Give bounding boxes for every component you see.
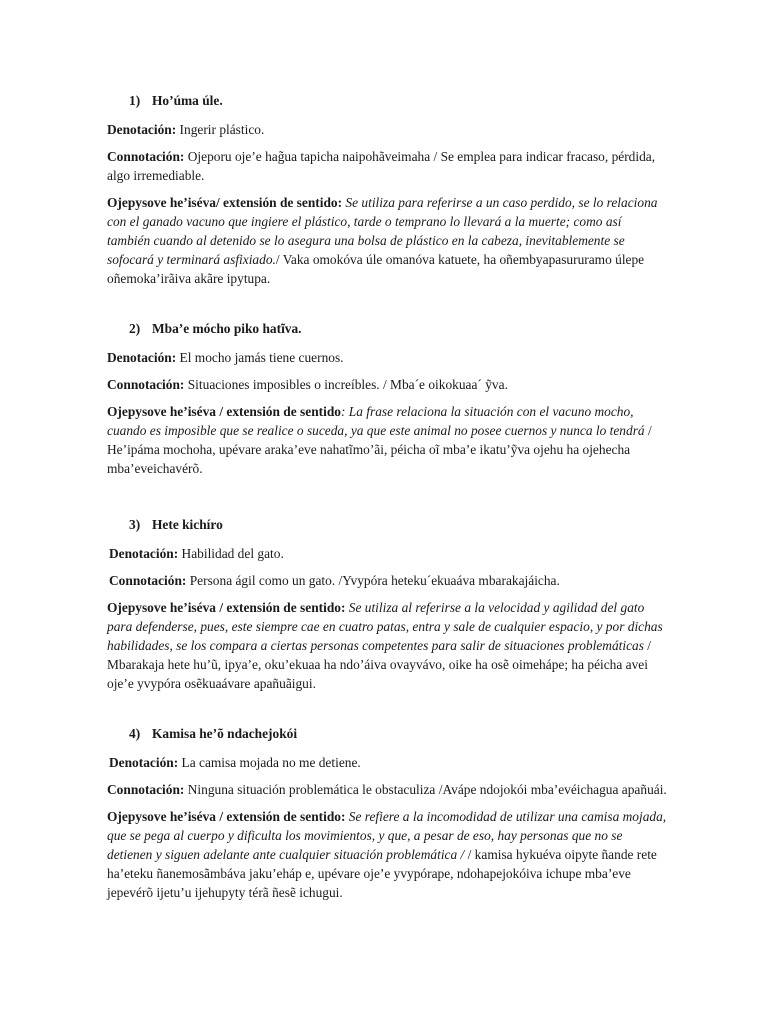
extension-plain-text: / Vaka omokóva úle omanóva katuete, ha oñembyapasururamo úlepe oñemoka’irãiva akãre ipytupa. xyxy=(107,252,645,286)
denotation-text: Habilidad del gato. xyxy=(178,546,284,561)
entry-number: 2) xyxy=(129,321,141,336)
entry-2 xyxy=(107,319,667,486)
connotation-paragraph xyxy=(107,571,667,590)
extension-italic-text: Se utiliza para referirse a un caso perdido, se lo relaciona con el ganado vacuno que ingiere el plástico, tarde o temprano lo llevará a la muerte; como así también cuando al detenido se lo asegura una bolsa de plástico en la cabeza, inevitablemente se sofocará y terminará asfixiado. xyxy=(107,195,658,267)
denotation-text: Ingerir plástico. xyxy=(176,122,265,137)
entry-3 xyxy=(107,515,667,701)
connotation-paragraph xyxy=(107,375,667,394)
connotation-text: Persona ágil como un gato. /Yvypóra heteku´ekuaáva mbarakajáicha. xyxy=(186,573,560,588)
entry-1 xyxy=(107,91,667,296)
extension-italic-text: : La frase relaciona la situación con el vacuno mocho, cuando es imposible que se realice o suceda, ya que este animal no posee cuernos y nunca lo tendrá xyxy=(107,404,645,438)
denotation-label: Denotación: xyxy=(109,755,179,770)
extension-paragraph xyxy=(107,807,667,902)
connotation-paragraph xyxy=(107,147,667,185)
connotation-label: Connotación: xyxy=(107,782,185,797)
entry-title: Ho’úma úle. xyxy=(152,93,223,108)
extension-label: Ojepysove he’iséva/ extensión de sentido: xyxy=(107,195,343,210)
connotation-label: Connotación: xyxy=(107,377,185,392)
denotation-paragraph xyxy=(107,753,667,772)
connotation-label: Connotación: xyxy=(109,573,187,588)
denotation-label: Denotación: xyxy=(107,350,177,365)
denotation-paragraph xyxy=(107,544,667,563)
entry-title: Kamisa he’õ ndachejokói xyxy=(152,726,298,741)
connotation-label: Connotación: xyxy=(107,149,185,164)
extension-paragraph xyxy=(107,193,667,288)
connotation-paragraph xyxy=(107,780,667,799)
denotation-text: La camisa mojada no me detiene. xyxy=(178,755,361,770)
connotation-text: Ninguna situación problemática le obstaculiza /Avápe ndojokói mba’evéichagua apañuái. xyxy=(184,782,667,797)
extension-italic-text: Se utiliza al referirse a la velocidad y agilidad del gato para defenderse, pues, este siempre cae en cuatro patas, entra y sale de cualquier espacio, y por dichas habilidades, se los compara a ciertas personas competentes para salir de situaciones problemáticas xyxy=(107,600,663,653)
extension-plain-text: / kamisa hykuéva oipyte ñande rete ha’eteku ñanemosãmbáva jaku’eháp e, upévare oje’e yvypórape, ndohapejokóiva ichupe mba’eve jepevérõ ijetu’u ijehupyty térã ñesẽ ichugui. xyxy=(107,847,657,900)
extension-italic-text: Se refiere a la incomodidad de utilizar una camisa mojada, que se pega al cuerpo y dificulta los movimientos, y que, a pesar de eso, hay personas que no se detienen y siguen adelante ante cualquier situación problemática / xyxy=(107,809,667,862)
entry-heading xyxy=(129,724,667,743)
denotation-paragraph xyxy=(107,348,667,367)
entry-title: Mba’e mócho piko hatĩva. xyxy=(152,321,302,336)
entry-heading xyxy=(129,319,667,338)
entry-number: 1) xyxy=(129,93,141,108)
extension-label: Ojepysove he’iséva / extensión de sentido xyxy=(107,404,341,419)
entry-heading xyxy=(129,515,667,534)
entry-number: 4) xyxy=(129,726,141,741)
extension-plain-text: / He’ipáma mochoha, upévare araka’eve nahatĩmo’ãi, péicha oĩ mba’e ikatu’ỹva ojehu ha ojehecha mba’eveichavérõ. xyxy=(107,423,652,476)
extension-paragraph xyxy=(107,598,667,693)
entry-heading xyxy=(129,91,667,110)
denotation-label: Denotación: xyxy=(107,122,177,137)
extension-label: Ojepysove he’iséva / extensión de sentido: xyxy=(107,809,346,824)
extension-plain-text: / Mbarakaja hete hu’ũ, ipya’e, oku’ekuaa ha ndo’áiva ovayvávo, oike ha osẽ oimehápe; ha péicha avei oje’e yvypóra osẽkuaávare apañuãigui. xyxy=(107,638,652,691)
connotation-text: Situaciones imposibles o increíbles. / Mba´e oikokuaa´ ỹva. xyxy=(184,377,508,392)
entry-number: 3) xyxy=(129,517,141,532)
entry-4 xyxy=(107,724,667,910)
extension-paragraph xyxy=(107,402,667,478)
denotation-label: Denotación: xyxy=(109,546,179,561)
entry-title: Hete kichíro xyxy=(152,517,223,532)
extension-label: Ojepysove he’iséva / extensión de sentido: xyxy=(107,600,346,615)
denotation-text: El mocho jamás tiene cuernos. xyxy=(176,350,344,365)
denotation-paragraph xyxy=(107,120,667,139)
connotation-text: Ojeporu oje’e hag̃ua tapicha naipohãveimaha / Se emplea para indicar fracaso, pérdida, algo irremediable. xyxy=(107,149,656,183)
